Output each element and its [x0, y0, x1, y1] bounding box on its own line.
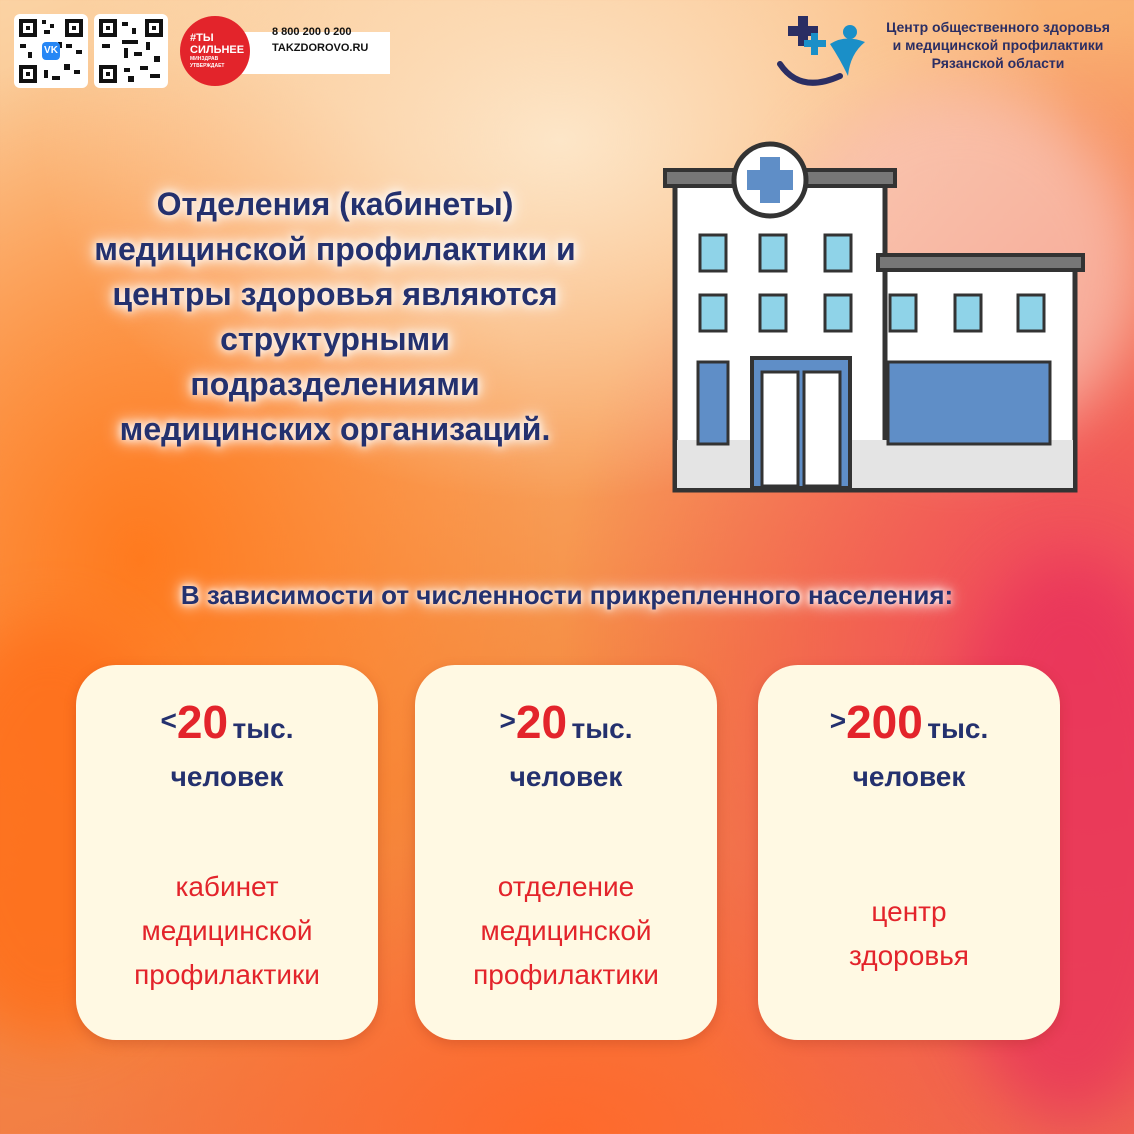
facility-type [76, 865, 378, 997]
hotline-phone[interactable]: 8 800 200 0 200 [272, 26, 352, 38]
subheading: В зависимости от численности прикрепленного населения: [180, 580, 954, 610]
org-title-line: и медицинской профилактики [892, 37, 1104, 53]
headline-line: Отделения (кабинеты) [156, 186, 514, 222]
comparison-sign: > [499, 705, 516, 736]
facility-type [415, 865, 717, 997]
org-title-line: Центр общественного здоровья [886, 19, 1110, 35]
headline-line: медицинской профилактики и [94, 231, 576, 267]
campaign-logo [180, 16, 250, 86]
people-label: человек [170, 761, 284, 792]
headline-line: подразделениями [190, 366, 480, 402]
facility-type-line: отделение [497, 871, 635, 902]
badge-hashtag: #ТЫ [190, 32, 214, 44]
facility-type-line: медицинской [480, 915, 652, 946]
threshold-unit: тыс. [927, 713, 989, 744]
comparison-sign: > [829, 705, 847, 736]
qr-code[interactable] [94, 14, 168, 88]
people-label: человек [509, 761, 623, 792]
headline [40, 182, 630, 452]
population-threshold [415, 695, 717, 749]
org-title-line: Рязанской области [931, 55, 1065, 71]
category-card-medium [415, 665, 717, 1040]
headline-line: медицинских организаций. [119, 411, 551, 447]
facility-type-line: медицинской [141, 915, 313, 946]
org-title [870, 18, 1126, 72]
category-card-small [76, 665, 378, 1040]
population-threshold [76, 695, 378, 749]
headline-line: центры здоровья являются [112, 276, 558, 312]
badge-slogan: СИЛЬНЕЕ [190, 44, 245, 56]
hospital-building-icon [660, 140, 1100, 500]
facility-type-line: профилактики [473, 959, 659, 990]
facility-type [758, 890, 1060, 978]
threshold-number: 20 [515, 696, 568, 748]
vk-icon: VK [42, 42, 60, 60]
people-label: человек [852, 761, 966, 792]
threshold-number: 200 [846, 696, 923, 748]
website-link[interactable]: TAKZDOROVO.RU [272, 42, 369, 54]
comparison-sign: < [160, 705, 177, 736]
threshold-number: 20 [176, 696, 229, 748]
threshold-unit: тыс. [571, 713, 633, 744]
facility-type-line: здоровья [849, 940, 969, 971]
threshold-unit: тыс. [232, 713, 294, 744]
population-threshold [758, 695, 1060, 749]
facility-type-line: профилактики [134, 959, 320, 990]
facility-type-line: центр [871, 896, 947, 927]
headline-line: структурными [220, 321, 450, 357]
facility-type-line: кабинет [175, 871, 279, 902]
category-card-large [758, 665, 1060, 1040]
org-logo-icon [770, 14, 870, 94]
badge-subtitle: МИНЗДРАВ УТВЕРЖДАЕТ [190, 56, 225, 69]
